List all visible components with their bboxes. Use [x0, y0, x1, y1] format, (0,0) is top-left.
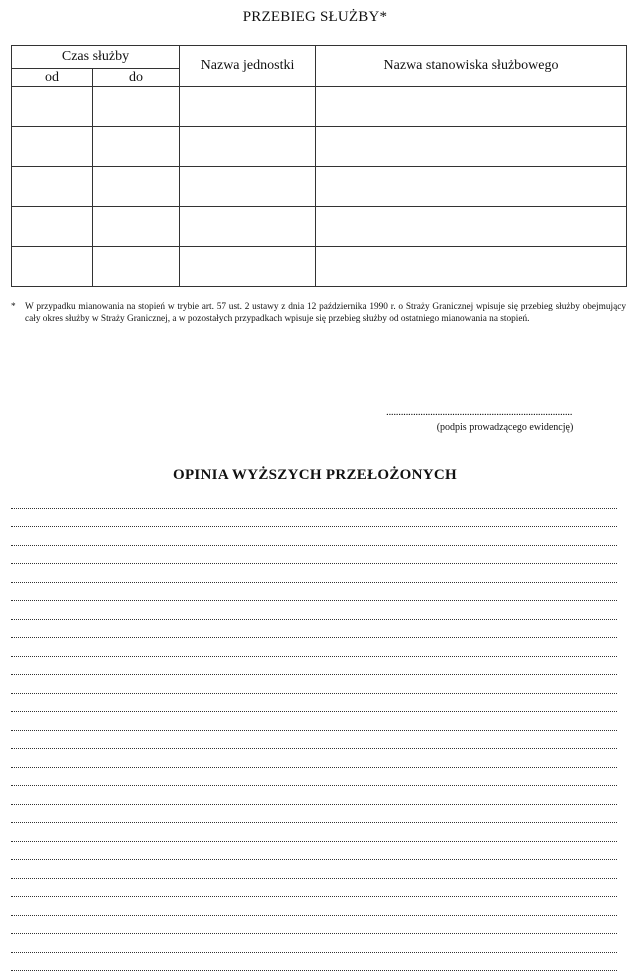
opinion-dotted-line[interactable] [11, 860, 617, 879]
cell-unit[interactable] [180, 87, 316, 127]
cell-position[interactable] [316, 207, 627, 247]
opinion-dotted-line[interactable] [11, 620, 617, 639]
cell-position[interactable] [316, 87, 627, 127]
opinion-dotted-line[interactable] [11, 749, 617, 768]
cell-from[interactable] [12, 87, 93, 127]
opinion-dotted-line[interactable] [11, 897, 617, 916]
cell-from[interactable] [12, 127, 93, 167]
page-title: PRZEBIEG SŁUŻBY* [0, 9, 630, 26]
cell-unit[interactable] [180, 207, 316, 247]
signature-caption: (podpis prowadzącego ewidencję) [386, 422, 624, 433]
table-row [12, 167, 627, 207]
opinion-dotted-line[interactable] [11, 675, 617, 694]
opinion-dotted-line[interactable] [11, 786, 617, 805]
opinion-dotted-line[interactable] [11, 509, 617, 528]
opinion-dotted-line[interactable] [11, 731, 617, 750]
opinion-dotted-line[interactable] [11, 657, 617, 676]
opinion-dotted-line[interactable] [11, 583, 617, 602]
cell-to[interactable] [93, 127, 180, 167]
column-header-unit-name: Nazwa jednostki [180, 46, 316, 87]
footnote-marker: * [11, 302, 25, 325]
opinion-dotted-line[interactable] [11, 805, 617, 824]
cell-to[interactable] [93, 247, 180, 287]
opinion-dotted-line[interactable] [11, 601, 617, 620]
opinion-dotted-line[interactable] [11, 546, 617, 565]
column-header-service-period: Czas służby [12, 46, 180, 69]
opinion-dotted-line[interactable] [11, 712, 617, 731]
opinion-dotted-line[interactable] [11, 527, 617, 546]
opinion-dotted-line[interactable] [11, 490, 617, 509]
footnote [11, 302, 626, 325]
column-header-from: od [12, 69, 93, 87]
opinion-dotted-line[interactable] [11, 879, 617, 898]
signature-line[interactable]: ............................................................................ [386, 406, 626, 418]
opinion-dotted-line[interactable] [11, 934, 617, 953]
opinion-dotted-line[interactable] [11, 953, 617, 971]
cell-from[interactable] [12, 207, 93, 247]
cell-unit[interactable] [180, 127, 316, 167]
opinion-dotted-line[interactable] [11, 823, 617, 842]
cell-position[interactable] [316, 127, 627, 167]
column-header-position-name: Nazwa stanowiska służbowego [316, 46, 627, 87]
service-history-table [11, 45, 627, 287]
footnote-text: W przypadku mianowania na stopień w trybie art. 57 ust. 2 ustawy z dnia 12 października 1990 r. o Straży Granicznej wpisuje się przebieg służby obejmujący cały okres służby w Straży Granicznej, a w pozostałych przypadkach wpisuje się przebieg służby od ostatniego mianowania na stopień. [25, 302, 626, 325]
cell-to[interactable] [93, 87, 180, 127]
column-header-to: do [93, 69, 180, 87]
opinion-dotted-line[interactable] [11, 916, 617, 935]
cell-position[interactable] [316, 167, 627, 207]
opinion-dotted-line[interactable] [11, 768, 617, 787]
opinion-dotted-line[interactable] [11, 694, 617, 713]
cell-from[interactable] [12, 247, 93, 287]
opinion-writing-area [11, 490, 617, 971]
cell-to[interactable] [93, 167, 180, 207]
table-row [12, 87, 627, 127]
opinion-dotted-line[interactable] [11, 638, 617, 657]
opinion-dotted-line[interactable] [11, 564, 617, 583]
cell-to[interactable] [93, 207, 180, 247]
table-row [12, 207, 627, 247]
opinion-section-title: OPINIA WYŻSZYCH PRZEŁOŻONYCH [0, 467, 630, 484]
table-row [12, 247, 627, 287]
cell-from[interactable] [12, 167, 93, 207]
opinion-dotted-line[interactable] [11, 842, 617, 861]
cell-unit[interactable] [180, 247, 316, 287]
table-row [12, 127, 627, 167]
cell-unit[interactable] [180, 167, 316, 207]
cell-position[interactable] [316, 247, 627, 287]
